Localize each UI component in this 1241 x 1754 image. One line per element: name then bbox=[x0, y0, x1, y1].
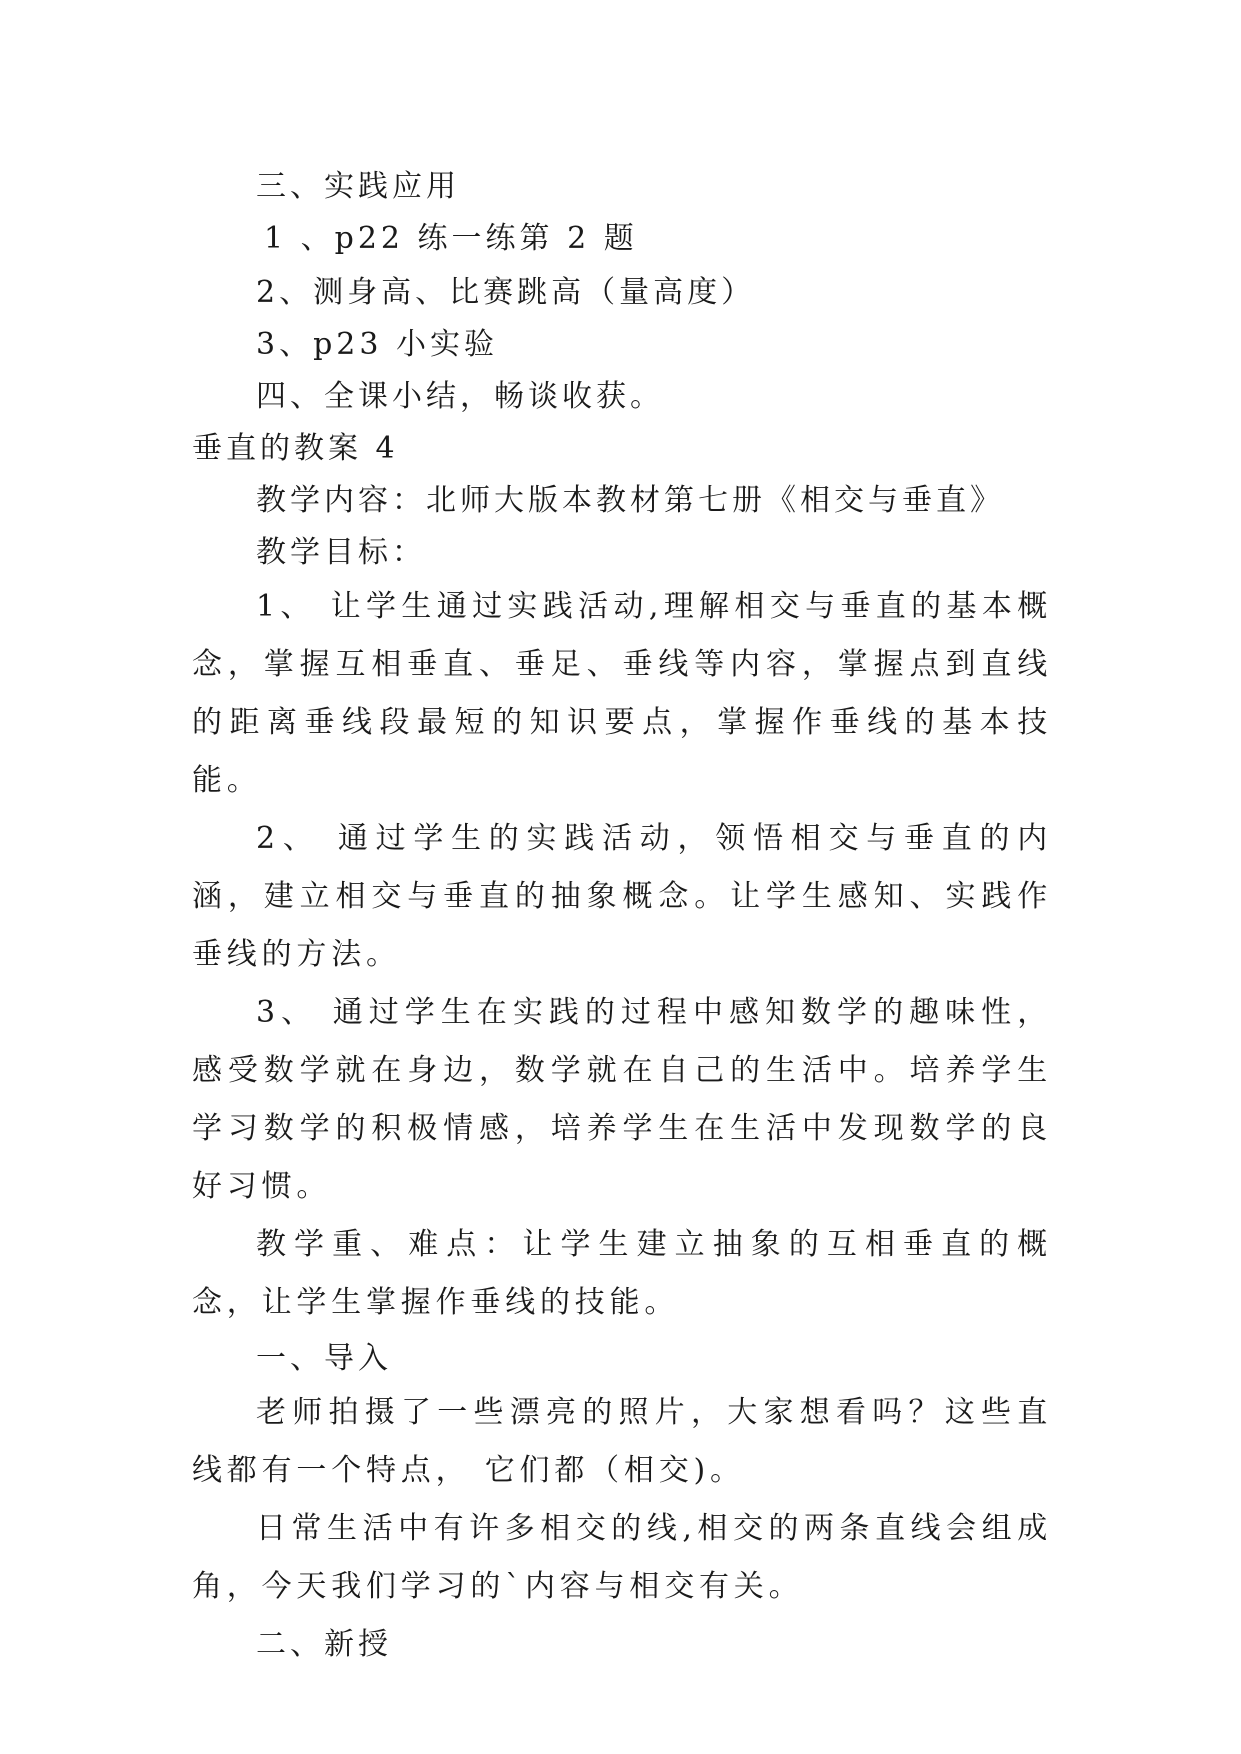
intro-paragraph: 日常生活中有许多相交的线,相交的两条直线会组成角，今天我们学习的`内容与相交有关。 bbox=[192, 1511, 1052, 1604]
list-item: 3、p23 小实验 bbox=[256, 327, 499, 362]
heading-new-lesson: 二、新授 bbox=[256, 1627, 392, 1662]
intro-paragraph: 老师拍摄了一些漂亮的照片，大家想看吗？这些直线都有一个特点， 它们都（相交)。 bbox=[192, 1395, 1052, 1488]
section-title: 垂直的教案 4 bbox=[192, 431, 399, 466]
document-body bbox=[192, 158, 1052, 1674]
teaching-goals-label: 教学目标： bbox=[256, 535, 426, 570]
goal-paragraph: 3、 通过学生在实践的过程中感知数学的趣味性，感受数学就在身边，数学就在自己的生活中。培养学生学习数学的积极情感，培养学生在生活中发现数学的良好习惯。 bbox=[192, 995, 1052, 1204]
heading-intro: 一、导入 bbox=[256, 1341, 392, 1376]
goal-paragraph: 2、 通过学生的实践活动，领悟相交与垂直的内涵，建立相交与垂直的抽象概念。让学生感知、实践作垂线的方法。 bbox=[192, 821, 1052, 972]
list-item: 1 、p22 练一练第 2 题 bbox=[264, 221, 638, 256]
heading-summary: 四、全课小结，畅谈收获。 bbox=[256, 379, 664, 414]
key-points-paragraph: 教学重、难点：让学生建立抽象的互相垂直的概念，让学生掌握作垂线的技能。 bbox=[192, 1227, 1052, 1320]
heading-practice: 三、实践应用 bbox=[256, 169, 460, 204]
list-item: 2、测身高、比赛跳高（量高度） bbox=[256, 275, 756, 310]
goal-paragraph: 1、 让学生通过实践活动,理解相交与垂直的基本概念，掌握互相垂直、垂足、垂线等内容，掌握点到直线的距离垂线段最短的知识要点，掌握作垂线的基本技能。 bbox=[192, 589, 1052, 798]
teaching-content: 教学内容：北师大版本教材第七册《相交与垂直》 bbox=[256, 483, 1004, 518]
